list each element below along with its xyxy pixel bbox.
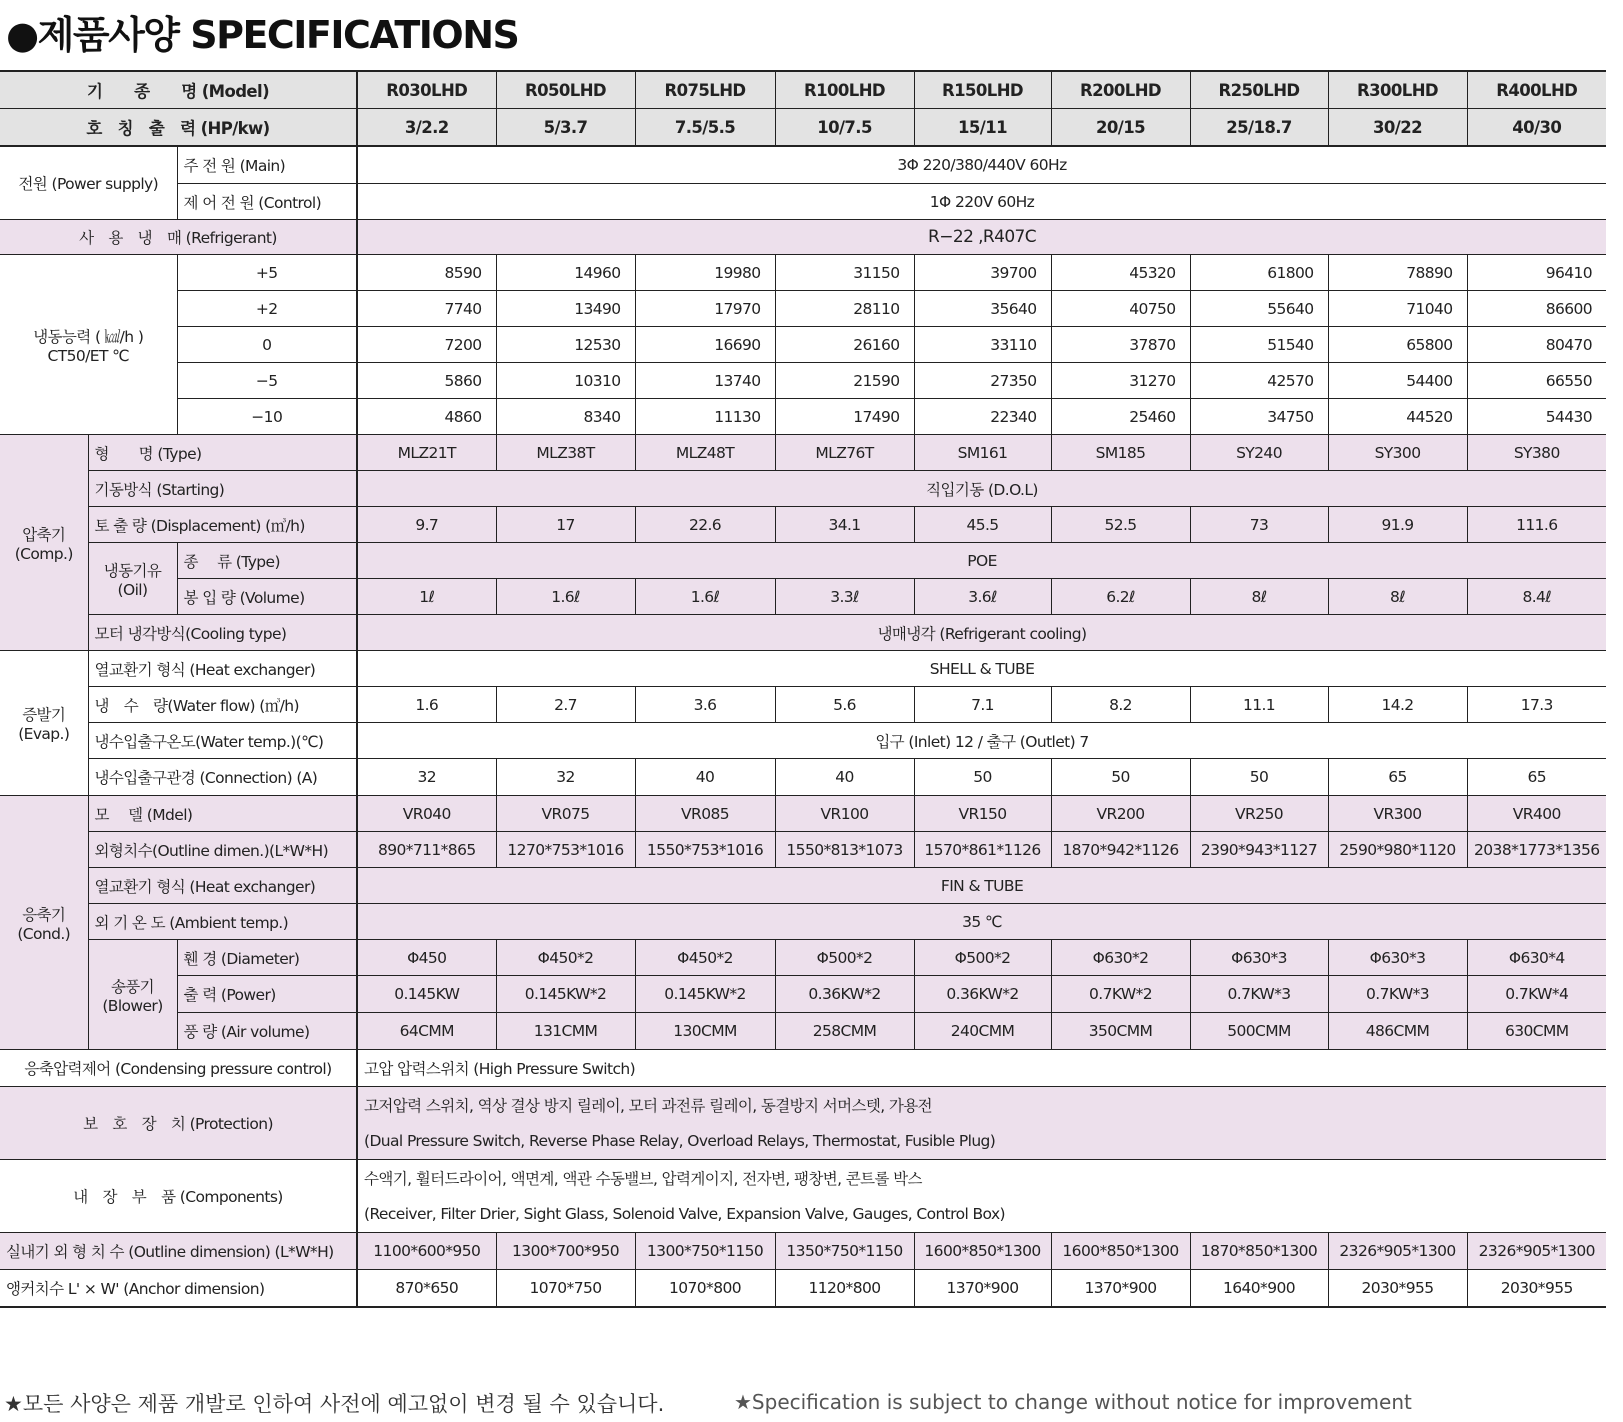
oil-volume-cell: 1ℓ	[357, 579, 496, 615]
capacity-cell: 8590	[357, 255, 496, 291]
capacity-cell: 51540	[1190, 327, 1328, 363]
comp-label	[0, 435, 88, 651]
air-cell: 500CMM	[1190, 1013, 1328, 1050]
anchor-cell: 1370*900	[914, 1270, 1051, 1308]
displacement-cell: 22.6	[635, 507, 775, 543]
capacity-cell: 45320	[1051, 255, 1190, 291]
conn-cell: 40	[775, 759, 914, 796]
power-label: 전원 (Power supply)	[0, 146, 177, 220]
comp-cooling-row	[0, 615, 1606, 651]
notice-english: ★Specification is subject to change without notice for improvement	[734, 1390, 1412, 1414]
components-label: 내 장 부 품 (Components)	[0, 1160, 357, 1233]
power-cell: 0.145KW*2	[496, 976, 635, 1013]
capacity-cell: 54400	[1328, 363, 1467, 399]
capacity-cell: 31150	[775, 255, 914, 291]
capacity-cell: 11130	[635, 399, 775, 435]
cond-dim-row	[0, 832, 1606, 868]
capacity-row	[0, 255, 1606, 291]
displacement-cell: 111.6	[1467, 507, 1606, 543]
control-value: 고압 압력스위치 (High Pressure Switch)	[357, 1050, 1606, 1087]
protection-value-ko: 고저압력 스위치, 역상 결상 방지 릴레이, 모터 과전류 릴레이, 동결방지 서머스텟, 가용전	[357, 1087, 1606, 1124]
capacity-cell: 34750	[1190, 399, 1328, 435]
flow-cell: 1.6	[357, 687, 496, 723]
capacity-cell: 40750	[1051, 291, 1190, 327]
evap-temp-label: 냉수입출구온도(Water temp.)(℃)	[88, 723, 357, 759]
air-cell: 486CMM	[1328, 1013, 1467, 1050]
capacity-cell: 4860	[357, 399, 496, 435]
capacity-cell: 33110	[914, 327, 1051, 363]
oil-type-row	[0, 543, 1606, 579]
blower-label-line1: 송풍기	[110, 977, 155, 996]
cond-dim-cell: 2038*1773*1356	[1467, 832, 1606, 868]
indoor-cell: 1600*850*1300	[1051, 1233, 1190, 1270]
evap-hx-label: 열교환기 형식 (Heat exchanger)	[88, 651, 357, 687]
oil-volume-cell: 3.3ℓ	[775, 579, 914, 615]
hp-cell: 30/22	[1328, 109, 1467, 147]
cond-model-cell: VR300	[1328, 796, 1467, 832]
flow-cell: 7.1	[914, 687, 1051, 723]
evap-flow-row	[0, 687, 1606, 723]
capacity-cell: 28110	[775, 291, 914, 327]
oil-label	[88, 543, 177, 615]
anchor-cell: 2030*955	[1328, 1270, 1467, 1308]
et-cell: −10	[177, 399, 357, 435]
comp-type-cell: SY240	[1190, 435, 1328, 471]
model-cell: R100LHD	[775, 71, 914, 109]
oil-volume-label: 봉 입 량 (Volume)	[177, 579, 357, 615]
comp-starting-row	[0, 471, 1606, 507]
power-cell: 0.7KW*3	[1190, 976, 1328, 1013]
model-row	[0, 71, 1606, 109]
indoor-cell: 1870*850*1300	[1190, 1233, 1328, 1270]
oil-volume-cell: 8ℓ	[1190, 579, 1328, 615]
capacity-cell: 37870	[1051, 327, 1190, 363]
evap-temp-row	[0, 723, 1606, 759]
diameter-cell: Φ630*3	[1190, 940, 1328, 976]
capacity-cell: 42570	[1190, 363, 1328, 399]
oil-label-line2: (Oil)	[117, 580, 148, 599]
cond-model-label: 모 델 (Mdel)	[88, 796, 357, 832]
capacity-row	[0, 291, 1606, 327]
comp-type-cell: SY380	[1467, 435, 1606, 471]
capacity-label-line2: CT50/ET ℃	[47, 346, 129, 365]
hp-cell: 3/2.2	[357, 109, 496, 147]
comp-type-row	[0, 435, 1606, 471]
evap-hx-value: SHELL & TUBE	[357, 651, 1606, 687]
conn-cell: 32	[357, 759, 496, 796]
capacity-cell: 54430	[1467, 399, 1606, 435]
power-main-row	[0, 146, 1606, 184]
model-cell: R250LHD	[1190, 71, 1328, 109]
anchor-label: 앵커치수 L' × W' (Anchor dimension)	[0, 1270, 357, 1308]
capacity-row	[0, 399, 1606, 435]
capacity-cell: 13490	[496, 291, 635, 327]
cond-ambient-label: 외 기 온 도 (Ambient temp.)	[88, 904, 357, 940]
oil-volume-cell: 3.6ℓ	[914, 579, 1051, 615]
comp-type-cell: MLZ48T	[635, 435, 775, 471]
anchor-cell: 870*650	[357, 1270, 496, 1308]
power-control-row	[0, 184, 1606, 220]
diameter-cell: Φ450*2	[635, 940, 775, 976]
air-cell: 258CMM	[775, 1013, 914, 1050]
cond-model-cell: VR075	[496, 796, 635, 832]
cond-label-line2: (Cond.)	[17, 924, 71, 943]
capacity-cell: 5860	[357, 363, 496, 399]
indoor-cell: 1600*850*1300	[914, 1233, 1051, 1270]
indoor-cell: 1300*700*950	[496, 1233, 635, 1270]
capacity-cell: 21590	[775, 363, 914, 399]
capacity-cell: 96410	[1467, 255, 1606, 291]
model-cell: R150LHD	[914, 71, 1051, 109]
capacity-cell: 35640	[914, 291, 1051, 327]
anchor-cell: 1370*900	[1051, 1270, 1190, 1308]
capacity-cell: 17490	[775, 399, 914, 435]
refrigerant-label: 사 용 냉 매 (Refrigerant)	[0, 220, 357, 255]
oil-volume-cell: 1.6ℓ	[635, 579, 775, 615]
hp-cell: 7.5/5.5	[635, 109, 775, 147]
air-cell: 630CMM	[1467, 1013, 1606, 1050]
comp-displacement-label: 토 출 량 (Displacement) (㎥/h)	[88, 507, 357, 543]
anchor-row	[0, 1270, 1606, 1308]
conn-cell: 50	[1051, 759, 1190, 796]
capacity-row	[0, 363, 1606, 399]
capacity-cell: 44520	[1328, 399, 1467, 435]
page-title: ●제품사양 SPECIFICATIONS	[6, 13, 519, 57]
indoor-cell: 1350*750*1150	[775, 1233, 914, 1270]
capacity-label	[0, 255, 177, 435]
comp-cooling-value: 냉매냉각 (Refrigerant cooling)	[357, 615, 1606, 651]
conn-cell: 65	[1467, 759, 1606, 796]
displacement-cell: 17	[496, 507, 635, 543]
diameter-cell: Φ630*4	[1467, 940, 1606, 976]
evap-flow-label: 냉 수 량(Water flow) (㎥/h)	[88, 687, 357, 723]
capacity-cell: 13740	[635, 363, 775, 399]
cond-dim-cell: 1270*753*1016	[496, 832, 635, 868]
capacity-cell: 12530	[496, 327, 635, 363]
air-cell: 240CMM	[914, 1013, 1051, 1050]
cond-model-cell: VR100	[775, 796, 914, 832]
comp-starting-value: 직입기동 (D.O.L)	[357, 471, 1606, 507]
cond-dim-cell: 890*711*865	[357, 832, 496, 868]
comp-type-cell: SM185	[1051, 435, 1190, 471]
blower-air-row	[0, 1013, 1606, 1050]
cond-model-cell: VR085	[635, 796, 775, 832]
cond-dim-cell: 1570*861*1126	[914, 832, 1051, 868]
indoor-cell: 1300*750*1150	[635, 1233, 775, 1270]
cond-hx-row	[0, 868, 1606, 904]
evap-label	[0, 651, 88, 796]
hp-row	[0, 109, 1606, 147]
flow-cell: 17.3	[1467, 687, 1606, 723]
blower-power-label: 출 력 (Power)	[177, 976, 357, 1013]
evap-conn-row	[0, 759, 1606, 796]
capacity-label-line1: 냉동능력 ( ㎉/h )	[33, 327, 144, 346]
capacity-cell: 14960	[496, 255, 635, 291]
comp-type-cell: SM161	[914, 435, 1051, 471]
protection-value-en: (Dual Pressure Switch, Reverse Phase Relay, Overload Relays, Thermostat, Fusible Plug)	[357, 1123, 1606, 1160]
conn-cell: 32	[496, 759, 635, 796]
conn-cell: 65	[1328, 759, 1467, 796]
comp-starting-label: 기동방식 (Starting)	[88, 471, 357, 507]
anchor-cell: 1120*800	[775, 1270, 914, 1308]
model-cell: R075LHD	[635, 71, 775, 109]
capacity-cell: 31270	[1051, 363, 1190, 399]
components-value-en: (Receiver, Filter Drier, Sight Glass, Solenoid Valve, Expansion Valve, Gauges, Control Box)	[357, 1196, 1606, 1233]
evap-label-line1: 증발기	[22, 706, 66, 724]
cond-dim-cell: 1870*942*1126	[1051, 832, 1190, 868]
indoor-row	[0, 1233, 1606, 1270]
comp-label-line1: 압축기	[22, 525, 66, 544]
flow-cell: 8.2	[1051, 687, 1190, 723]
comp-type-cell: MLZ76T	[775, 435, 914, 471]
notice-korean: ★모든 사양은 제품 개발로 인하여 사전에 예고없이 변경 될 수 있습니다.	[4, 1392, 665, 1416]
capacity-cell: 65800	[1328, 327, 1467, 363]
power-cell: 0.7KW*2	[1051, 976, 1190, 1013]
capacity-cell: 26160	[775, 327, 914, 363]
anchor-cell: 1070*800	[635, 1270, 775, 1308]
displacement-cell: 73	[1190, 507, 1328, 543]
control-row	[0, 1050, 1606, 1087]
diameter-cell: Φ630*2	[1051, 940, 1190, 976]
anchor-cell: 2030*955	[1467, 1270, 1606, 1308]
oil-type-value: POE	[357, 543, 1606, 579]
capacity-cell: 25460	[1051, 399, 1190, 435]
diameter-cell: Φ630*3	[1328, 940, 1467, 976]
hp-cell: 15/11	[914, 109, 1051, 147]
oil-label-line1: 냉동기유	[103, 561, 162, 580]
cond-dim-cell: 2590*980*1120	[1328, 832, 1467, 868]
capacity-cell: 7200	[357, 327, 496, 363]
comp-type-cell: MLZ38T	[496, 435, 635, 471]
hp-cell: 20/15	[1051, 109, 1190, 147]
anchor-cell: 1640*900	[1190, 1270, 1328, 1308]
cond-dim-cell: 1550*753*1016	[635, 832, 775, 868]
cond-model-cell: VR040	[357, 796, 496, 832]
model-cell: R400LHD	[1467, 71, 1606, 109]
protection-label: 보 호 장 치 (Protection)	[0, 1087, 357, 1160]
capacity-cell: 78890	[1328, 255, 1467, 291]
comp-label-line2: (Comp.)	[14, 544, 73, 563]
capacity-cell: 17970	[635, 291, 775, 327]
cond-dim-cell: 1550*813*1073	[775, 832, 914, 868]
control-label: 응축압력제어 (Condensing pressure control)	[0, 1050, 357, 1087]
oil-volume-cell: 1.6ℓ	[496, 579, 635, 615]
power-control-label: 제 어 전 원 (Control)	[177, 184, 357, 220]
blower-label	[88, 940, 177, 1050]
air-cell: 350CMM	[1051, 1013, 1190, 1050]
cond-model-cell: VR200	[1051, 796, 1190, 832]
flow-cell: 11.1	[1190, 687, 1328, 723]
cond-model-cell: VR250	[1190, 796, 1328, 832]
power-cell: 0.145KW*2	[635, 976, 775, 1013]
evap-hx-row	[0, 651, 1606, 687]
displacement-cell: 52.5	[1051, 507, 1190, 543]
protection-row-ko	[0, 1087, 1606, 1124]
capacity-cell: 86600	[1467, 291, 1606, 327]
evap-temp-value: 입구 (Inlet) 12 / 출구 (Outlet) 7	[357, 723, 1606, 759]
cond-ambient-row	[0, 904, 1606, 940]
oil-volume-row	[0, 579, 1606, 615]
capacity-cell: 61800	[1190, 255, 1328, 291]
cond-ambient-value: 35 ℃	[357, 904, 1606, 940]
power-cell: 0.7KW*4	[1467, 976, 1606, 1013]
hp-label: 호 칭 출 력 (HP/kw)	[0, 109, 357, 147]
diameter-cell: Φ500*2	[775, 940, 914, 976]
comp-cooling-label: 모터 냉각방식(Cooling type)	[88, 615, 357, 651]
model-cell: R030LHD	[357, 71, 496, 109]
displacement-cell: 9.7	[357, 507, 496, 543]
spec-table	[0, 70, 1606, 1308]
displacement-cell: 45.5	[914, 507, 1051, 543]
capacity-cell: 19980	[635, 255, 775, 291]
comp-type-cell: SY300	[1328, 435, 1467, 471]
cond-model-cell: VR150	[914, 796, 1051, 832]
diameter-cell: Φ450	[357, 940, 496, 976]
capacity-cell: 27350	[914, 363, 1051, 399]
cond-hx-value: FIN & TUBE	[357, 868, 1606, 904]
cond-label	[0, 796, 88, 1050]
power-main-value: 3Φ 220/380/440V 60Hz	[357, 146, 1606, 184]
oil-volume-cell: 6.2ℓ	[1051, 579, 1190, 615]
diameter-cell: Φ450*2	[496, 940, 635, 976]
blower-diameter-row	[0, 940, 1606, 976]
hp-cell: 25/18.7	[1190, 109, 1328, 147]
indoor-cell: 2326*905*1300	[1467, 1233, 1606, 1270]
blower-label-line2: (Blower)	[102, 996, 163, 1015]
capacity-cell: 10310	[496, 363, 635, 399]
components-value-ko: 수액기, 휠터드라이어, 액면계, 액관 수동밸브, 압력게이지, 전자변, 팽창변, 콘트롤 박스	[364, 1170, 922, 1188]
capacity-cell: 71040	[1328, 291, 1467, 327]
comp-displacement-row	[0, 507, 1606, 543]
cond-model-cell: VR400	[1467, 796, 1606, 832]
capacity-cell: 66550	[1467, 363, 1606, 399]
displacement-cell: 91.9	[1328, 507, 1467, 543]
flow-cell: 5.6	[775, 687, 914, 723]
anchor-cell: 1070*750	[496, 1270, 635, 1308]
et-cell: 0	[177, 327, 357, 363]
capacity-cell: 55640	[1190, 291, 1328, 327]
comp-type-cell: MLZ21T	[357, 435, 496, 471]
components-row-ko	[0, 1160, 1606, 1197]
evap-conn-label: 냉수입출구관경 (Connection) (A)	[88, 759, 357, 796]
flow-cell: 3.6	[635, 687, 775, 723]
oil-type-label: 종 류 (Type)	[177, 543, 357, 579]
indoor-label: 실내기 외 형 치 수 (Outline dimension) (L*W*H)	[0, 1233, 357, 1270]
cond-model-row	[0, 796, 1606, 832]
model-cell: R200LHD	[1051, 71, 1190, 109]
cond-dim-cell: 2390*943*1127	[1190, 832, 1328, 868]
indoor-cell: 2326*905*1300	[1328, 1233, 1467, 1270]
hp-cell: 10/7.5	[775, 109, 914, 147]
model-cell: R050LHD	[496, 71, 635, 109]
capacity-row	[0, 327, 1606, 363]
conn-cell: 50	[1190, 759, 1328, 796]
comp-type-label: 형 명 (Type)	[88, 435, 357, 471]
diameter-cell: Φ500*2	[914, 940, 1051, 976]
et-cell: +5	[177, 255, 357, 291]
capacity-cell: 39700	[914, 255, 1051, 291]
et-cell: +2	[177, 291, 357, 327]
indoor-cell: 1100*600*950	[357, 1233, 496, 1270]
power-cell: 0.36KW*2	[914, 976, 1051, 1013]
power-cell: 0.145KW	[357, 976, 496, 1013]
power-cell: 0.36KW*2	[775, 976, 914, 1013]
capacity-cell: 80470	[1467, 327, 1606, 363]
capacity-cell: 7740	[357, 291, 496, 327]
flow-cell: 2.7	[496, 687, 635, 723]
oil-volume-cell: 8.4ℓ	[1467, 579, 1606, 615]
power-cell: 0.7KW*3	[1328, 976, 1467, 1013]
blower-air-label: 풍 량 (Air volume)	[177, 1013, 357, 1050]
air-cell: 130CMM	[635, 1013, 775, 1050]
cond-label-line1: 응축기	[22, 905, 66, 924]
air-cell: 64CMM	[357, 1013, 496, 1050]
displacement-cell: 34.1	[775, 507, 914, 543]
conn-cell: 50	[914, 759, 1051, 796]
capacity-cell: 22340	[914, 399, 1051, 435]
refrigerant-row	[0, 220, 1606, 255]
refrigerant-value: R−22 ,R407C	[357, 220, 1606, 255]
blower-power-row	[0, 976, 1606, 1013]
cond-dim-label: 외형치수(Outline dimen.)(L*W*H)	[88, 832, 357, 868]
flow-cell: 14.2	[1328, 687, 1467, 723]
power-control-value: 1Φ 220V 60Hz	[357, 184, 1606, 220]
cond-hx-label: 열교환기 형식 (Heat exchanger)	[88, 868, 357, 904]
capacity-cell: 8340	[496, 399, 635, 435]
hp-cell: 5/3.7	[496, 109, 635, 147]
model-cell: R300LHD	[1328, 71, 1467, 109]
evap-label-line2: (Evap.)	[18, 725, 70, 743]
power-main-label: 주 전 원 (Main)	[177, 146, 357, 184]
oil-volume-cell: 8ℓ	[1328, 579, 1467, 615]
hp-cell: 40/30	[1467, 109, 1606, 147]
conn-cell: 40	[635, 759, 775, 796]
air-cell: 131CMM	[496, 1013, 635, 1050]
capacity-cell: 16690	[635, 327, 775, 363]
blower-diameter-label: 휀 경 (Diameter)	[177, 940, 357, 976]
model-label: 기 종 명 (Model)	[0, 71, 357, 109]
et-cell: −5	[177, 363, 357, 399]
